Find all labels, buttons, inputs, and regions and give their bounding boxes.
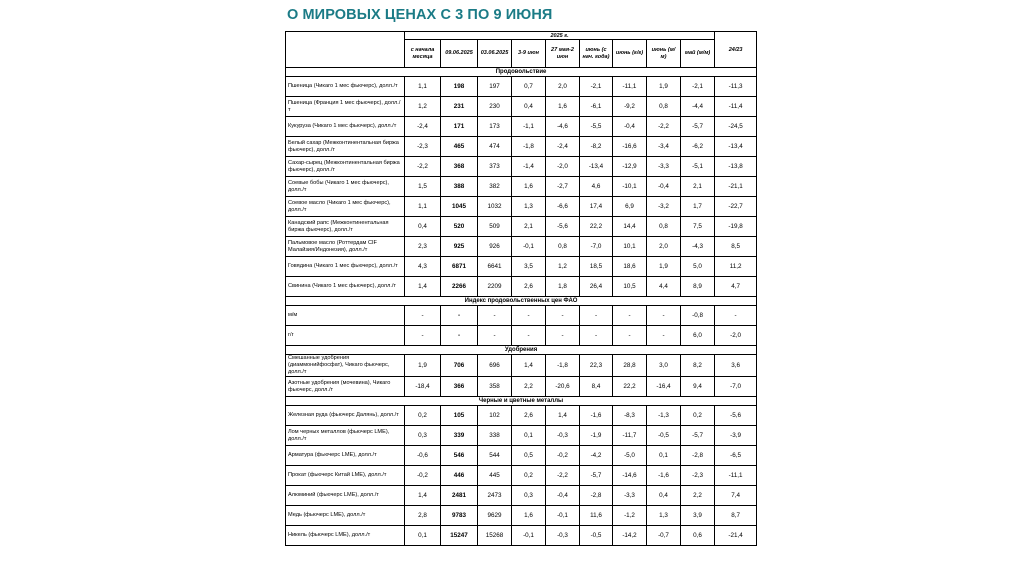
table-cell: 544 bbox=[478, 446, 512, 466]
table-cell: -21,1 bbox=[715, 177, 757, 197]
year-group-header: 2025 г. bbox=[405, 32, 715, 40]
table-cell: 339 bbox=[441, 426, 478, 446]
table-cell: 520 bbox=[441, 217, 478, 237]
table-cell: 0,8 bbox=[647, 97, 681, 117]
corner-cell bbox=[286, 32, 405, 68]
table-cell: 1,2 bbox=[546, 257, 580, 277]
table-cell: 0,7 bbox=[512, 77, 546, 97]
section-header-row bbox=[286, 346, 757, 355]
table-cell: 8,9 bbox=[681, 277, 715, 297]
table-cell: 1,6 bbox=[512, 177, 546, 197]
table-cell: -5,0 bbox=[613, 446, 647, 466]
table-cell: 2209 bbox=[478, 277, 512, 297]
table-cell: 446 bbox=[441, 466, 478, 486]
table-cell: -0,3 bbox=[546, 426, 580, 446]
table-cell: 546 bbox=[441, 446, 478, 466]
table-cell: 10,5 bbox=[613, 277, 647, 297]
table-cell: -5,7 bbox=[580, 466, 613, 486]
table-cell: - bbox=[478, 306, 512, 326]
table-cell: -2,2 bbox=[405, 157, 441, 177]
table-cell: 171 bbox=[441, 117, 478, 137]
table-cell: 173 bbox=[478, 117, 512, 137]
table-cell: 9,4 bbox=[681, 377, 715, 397]
table-cell: -22,7 bbox=[715, 197, 757, 217]
table-cell: -20,6 bbox=[546, 377, 580, 397]
table-cell: -2,4 bbox=[546, 137, 580, 157]
table-cell: 368 bbox=[441, 157, 478, 177]
table-cell: 2,2 bbox=[512, 377, 546, 397]
table-cell: -1,8 bbox=[512, 137, 546, 157]
column-header: 27 мая-2 июн bbox=[546, 40, 580, 68]
row-label: Алюминий (фьючерс LME), долл./т bbox=[286, 486, 405, 506]
table-cell: - bbox=[512, 326, 546, 346]
table-cell: 9783 bbox=[441, 506, 478, 526]
table-cell: 4,4 bbox=[647, 277, 681, 297]
column-header: май (м/м) bbox=[681, 40, 715, 68]
table-cell: -2,7 bbox=[546, 177, 580, 197]
row-label: Арматура (фьючерс LME), долл./т bbox=[286, 446, 405, 466]
table-row bbox=[286, 217, 757, 237]
table-body bbox=[286, 68, 757, 546]
table-cell: 382 bbox=[478, 177, 512, 197]
row-label: Белый сахар (Межконтинентальная биржа фьючерс), долл./т bbox=[286, 137, 405, 157]
table-cell: -2,8 bbox=[580, 486, 613, 506]
row-label: Медь (фьючерс LME), долл./т bbox=[286, 506, 405, 526]
row-label: Пшеница (Франция 1 мес фьючерс), долл./т bbox=[286, 97, 405, 117]
section-header-row bbox=[286, 68, 757, 77]
table-cell: -11,1 bbox=[715, 466, 757, 486]
table-cell: 4,6 bbox=[580, 177, 613, 197]
row-label: г/г bbox=[286, 326, 405, 346]
table-cell: 6,0 bbox=[681, 326, 715, 346]
section-title: Продовольствие bbox=[286, 68, 757, 77]
table-row bbox=[286, 466, 757, 486]
table-row bbox=[286, 237, 757, 257]
table-cell: - bbox=[546, 306, 580, 326]
table-row bbox=[286, 326, 757, 346]
table-cell: -2,0 bbox=[546, 157, 580, 177]
table-cell: 445 bbox=[478, 466, 512, 486]
table-cell: 11,2 bbox=[715, 257, 757, 277]
table-cell: - bbox=[580, 326, 613, 346]
table-cell: -11,4 bbox=[715, 97, 757, 117]
section-header-row bbox=[286, 397, 757, 406]
table-cell: -16,6 bbox=[613, 137, 647, 157]
table-cell: -5,6 bbox=[715, 406, 757, 426]
table-cell: 2,6 bbox=[512, 406, 546, 426]
table-cell: 2,8 bbox=[405, 506, 441, 526]
price-table bbox=[285, 31, 757, 546]
row-label: Пшеница (Чикаго 1 мес фьючерс), долл./т bbox=[286, 77, 405, 97]
row-label: Железная руда (фьючерс Далянь), долл./т bbox=[286, 406, 405, 426]
table-cell: - bbox=[478, 326, 512, 346]
table-row bbox=[286, 117, 757, 137]
table-cell: 373 bbox=[478, 157, 512, 177]
table-cell: -0,7 bbox=[647, 526, 681, 546]
table-cell: 231 bbox=[441, 97, 478, 117]
table-cell: -14,2 bbox=[613, 526, 647, 546]
table-cell: -19,8 bbox=[715, 217, 757, 237]
section-title: Черные и цветные металлы bbox=[286, 397, 757, 406]
table-cell: 198 bbox=[441, 77, 478, 97]
table-cell: 28,8 bbox=[613, 355, 647, 377]
table-cell: -7,0 bbox=[580, 237, 613, 257]
table-cell: 15268 bbox=[478, 526, 512, 546]
table-cell: 2,0 bbox=[647, 237, 681, 257]
table-cell: -21,4 bbox=[715, 526, 757, 546]
row-label: Соевое масло (Чикаго 1 мес фьючерс), долл./т bbox=[286, 197, 405, 217]
table-cell: -8,2 bbox=[580, 137, 613, 157]
table-row bbox=[286, 257, 757, 277]
table-cell: -11,7 bbox=[613, 426, 647, 446]
table-row bbox=[286, 406, 757, 426]
table-cell: -2,3 bbox=[681, 466, 715, 486]
table-cell: 2,1 bbox=[512, 217, 546, 237]
table-cell: 925 bbox=[441, 237, 478, 257]
table-cell: 1,6 bbox=[512, 506, 546, 526]
page-title: О МИРОВЫХ ЦЕНАХ С 3 ПО 9 ИЮНЯ bbox=[287, 7, 553, 23]
table-cell: -16,4 bbox=[647, 377, 681, 397]
table-cell: -0,2 bbox=[405, 466, 441, 486]
table-cell: 6641 bbox=[478, 257, 512, 277]
table-cell: 102 bbox=[478, 406, 512, 426]
table-cell: -12,9 bbox=[613, 157, 647, 177]
table-cell: 14,4 bbox=[613, 217, 647, 237]
table-row bbox=[286, 486, 757, 506]
table-cell: - bbox=[405, 306, 441, 326]
table-cell: -0,8 bbox=[681, 306, 715, 326]
table-cell: -0,4 bbox=[647, 177, 681, 197]
table-cell: -2,2 bbox=[647, 117, 681, 137]
table-cell: -4,6 bbox=[546, 117, 580, 137]
table-row bbox=[286, 177, 757, 197]
table-cell: -1,6 bbox=[647, 466, 681, 486]
table-cell: 366 bbox=[441, 377, 478, 397]
table-cell: -2,1 bbox=[681, 77, 715, 97]
table-cell: -2,3 bbox=[405, 137, 441, 157]
section-header-row bbox=[286, 297, 757, 306]
row-label: Смешанные удобрения (диаммонийфосфат), Чикаго фьючерс, долл./т bbox=[286, 355, 405, 377]
table-cell: -5,7 bbox=[681, 426, 715, 446]
column-header: июнь (м/м) bbox=[647, 40, 681, 68]
table-cell: 3,5 bbox=[512, 257, 546, 277]
table-cell: -4,4 bbox=[681, 97, 715, 117]
table-cell: 1045 bbox=[441, 197, 478, 217]
table-cell: 15247 bbox=[441, 526, 478, 546]
table-cell: -5,1 bbox=[681, 157, 715, 177]
table-cell: -9,2 bbox=[613, 97, 647, 117]
table-cell: 0,2 bbox=[681, 406, 715, 426]
table-cell: 2,6 bbox=[512, 277, 546, 297]
table-cell: 2,2 bbox=[681, 486, 715, 506]
table-cell: 1,9 bbox=[647, 77, 681, 97]
table-cell: 3,6 bbox=[715, 355, 757, 377]
row-label: Никель (фьючерс LME), долл./т bbox=[286, 526, 405, 546]
table-cell: 338 bbox=[478, 426, 512, 446]
table-cell: -2,0 bbox=[715, 326, 757, 346]
column-header: 3-9 июн bbox=[512, 40, 546, 68]
table-cell: 358 bbox=[478, 377, 512, 397]
table-cell: 0,4 bbox=[512, 97, 546, 117]
table-cell: - bbox=[580, 306, 613, 326]
table-cell: 6871 bbox=[441, 257, 478, 277]
table-cell: -13,8 bbox=[715, 157, 757, 177]
table-cell: -24,5 bbox=[715, 117, 757, 137]
table-cell: 2,3 bbox=[405, 237, 441, 257]
table-cell: 5,0 bbox=[681, 257, 715, 277]
table-cell: -13,4 bbox=[715, 137, 757, 157]
table-row bbox=[286, 526, 757, 546]
table-cell: 0,1 bbox=[405, 526, 441, 546]
table-cell: 0,8 bbox=[546, 237, 580, 257]
table-cell: - bbox=[405, 326, 441, 346]
table-cell: 9629 bbox=[478, 506, 512, 526]
table-cell: -2,1 bbox=[580, 77, 613, 97]
table-cell: 2,1 bbox=[681, 177, 715, 197]
table-cell: 706 bbox=[441, 355, 478, 377]
table-cell: 1,7 bbox=[681, 197, 715, 217]
table-cell: 1,2 bbox=[405, 97, 441, 117]
table-cell: -5,7 bbox=[681, 117, 715, 137]
table-cell: 1,4 bbox=[546, 406, 580, 426]
table-cell: 8,4 bbox=[580, 377, 613, 397]
table-cell: 0,2 bbox=[512, 466, 546, 486]
table-cell: -0,1 bbox=[512, 237, 546, 257]
table-cell: 0,8 bbox=[647, 217, 681, 237]
table-cell: 4,7 bbox=[715, 277, 757, 297]
table-cell: 1,3 bbox=[647, 506, 681, 526]
table-cell: - bbox=[613, 326, 647, 346]
table-cell: 1,3 bbox=[512, 197, 546, 217]
table-cell: -0,6 bbox=[405, 446, 441, 466]
table-cell: 18,5 bbox=[580, 257, 613, 277]
row-label: Свинина (Чикаго 1 мес фьючерс), долл./т bbox=[286, 277, 405, 297]
column-header: 24/23 bbox=[715, 32, 757, 68]
column-header: с начала месяца bbox=[405, 40, 441, 68]
table-cell: 3,0 bbox=[647, 355, 681, 377]
table-cell: 1,4 bbox=[405, 486, 441, 506]
table-cell: -6,6 bbox=[546, 197, 580, 217]
table-cell: 2481 bbox=[441, 486, 478, 506]
table-cell: 11,6 bbox=[580, 506, 613, 526]
table-cell: -8,3 bbox=[613, 406, 647, 426]
table-row bbox=[286, 446, 757, 466]
row-label: Лом черных металлов (фьючерс LME), долл./т bbox=[286, 426, 405, 446]
section-title: Удобрения bbox=[286, 346, 757, 355]
table-cell: - bbox=[512, 306, 546, 326]
table-cell: -0,4 bbox=[613, 117, 647, 137]
row-label: Соевые бобы (Чикаго 1 мес фьючерс), долл./т bbox=[286, 177, 405, 197]
table-cell: -14,6 bbox=[613, 466, 647, 486]
table-cell: -5,5 bbox=[580, 117, 613, 137]
row-label: м/м bbox=[286, 306, 405, 326]
table-cell: 0,2 bbox=[405, 406, 441, 426]
row-label: Канадский рапс (Межконтинентальная биржа фьючерс), долл./т bbox=[286, 217, 405, 237]
table-cell: -6,1 bbox=[580, 97, 613, 117]
table-cell: 230 bbox=[478, 97, 512, 117]
column-header: июнь (г/г) bbox=[613, 40, 647, 68]
table-cell: 465 bbox=[441, 137, 478, 157]
table-cell: 1,1 bbox=[405, 77, 441, 97]
table-cell: 22,3 bbox=[580, 355, 613, 377]
table-cell: 1032 bbox=[478, 197, 512, 217]
table-cell: 18,6 bbox=[613, 257, 647, 277]
table-cell: -3,9 bbox=[715, 426, 757, 446]
table-cell: -13,4 bbox=[580, 157, 613, 177]
table-cell: 3,9 bbox=[681, 506, 715, 526]
table-row bbox=[286, 377, 757, 397]
table-cell: 1,1 bbox=[405, 197, 441, 217]
table-cell: 1,5 bbox=[405, 177, 441, 197]
table-cell: -0,2 bbox=[546, 446, 580, 466]
table-cell: -0,1 bbox=[512, 526, 546, 546]
table-cell: 7,4 bbox=[715, 486, 757, 506]
table-cell: 1,6 bbox=[546, 97, 580, 117]
table-cell: 1,9 bbox=[647, 257, 681, 277]
table-cell: - bbox=[647, 306, 681, 326]
table-cell: -0,4 bbox=[546, 486, 580, 506]
table-cell: -1,9 bbox=[580, 426, 613, 446]
table-cell: 696 bbox=[478, 355, 512, 377]
table-cell: -3,3 bbox=[647, 157, 681, 177]
table-cell: -4,2 bbox=[580, 446, 613, 466]
table-cell: - bbox=[546, 326, 580, 346]
column-header: 03.06.2025 bbox=[478, 40, 512, 68]
table-cell: - bbox=[647, 326, 681, 346]
table-cell: 0,4 bbox=[405, 217, 441, 237]
table-cell: -11,1 bbox=[613, 77, 647, 97]
table-cell: -2,2 bbox=[546, 466, 580, 486]
table-cell: 4,3 bbox=[405, 257, 441, 277]
table-cell: 0,4 bbox=[647, 486, 681, 506]
table-cell: -2,8 bbox=[681, 446, 715, 466]
table-cell: -18,4 bbox=[405, 377, 441, 397]
table-cell: 1,4 bbox=[512, 355, 546, 377]
table-cell: 0,3 bbox=[405, 426, 441, 446]
table-cell: -1,2 bbox=[613, 506, 647, 526]
table-cell: 10,1 bbox=[613, 237, 647, 257]
table-row bbox=[286, 197, 757, 217]
table-row bbox=[286, 506, 757, 526]
table-cell: 17,4 bbox=[580, 197, 613, 217]
year-header-row bbox=[286, 32, 757, 40]
table-cell: -6,2 bbox=[681, 137, 715, 157]
table-cell: 1,8 bbox=[546, 277, 580, 297]
table-cell: 0,1 bbox=[647, 446, 681, 466]
table-cell: 7,5 bbox=[681, 217, 715, 237]
table-cell: 0,6 bbox=[681, 526, 715, 546]
table-cell: 0,5 bbox=[512, 446, 546, 466]
table-cell: 105 bbox=[441, 406, 478, 426]
column-header: июнь (с нач. года) bbox=[580, 40, 613, 68]
table-cell: - bbox=[715, 306, 757, 326]
table-cell: -1,8 bbox=[546, 355, 580, 377]
table-row bbox=[286, 97, 757, 117]
row-label: Говядина (Чикаго 1 мес фьючерс), долл./т bbox=[286, 257, 405, 277]
table-cell: -0,5 bbox=[647, 426, 681, 446]
table-cell: -1,4 bbox=[512, 157, 546, 177]
table-cell: 0,3 bbox=[512, 486, 546, 506]
table-cell: -0,1 bbox=[546, 506, 580, 526]
table-cell: -6,5 bbox=[715, 446, 757, 466]
table-cell: -1,1 bbox=[512, 117, 546, 137]
row-label: Прокат (фьючерс Китай LME), долл./т bbox=[286, 466, 405, 486]
table-cell: 2266 bbox=[441, 277, 478, 297]
table-row bbox=[286, 277, 757, 297]
table-cell: 22,2 bbox=[613, 377, 647, 397]
table-cell: 474 bbox=[478, 137, 512, 157]
table-cell: - bbox=[441, 306, 478, 326]
table-cell: -2,4 bbox=[405, 117, 441, 137]
table-cell: -3,3 bbox=[613, 486, 647, 506]
table-cell: -3,4 bbox=[647, 137, 681, 157]
table-cell: 8,2 bbox=[681, 355, 715, 377]
table-cell: - bbox=[613, 306, 647, 326]
column-header: 09.06.2025 bbox=[441, 40, 478, 68]
table-cell: 509 bbox=[478, 217, 512, 237]
table-cell: 388 bbox=[441, 177, 478, 197]
table-cell: 1,4 bbox=[405, 277, 441, 297]
row-label: Сахар-сырец (Межконтинентальная биржа фьючерс), долл./т bbox=[286, 157, 405, 177]
table-cell: 6,9 bbox=[613, 197, 647, 217]
table-cell: -5,6 bbox=[546, 217, 580, 237]
table-row bbox=[286, 355, 757, 377]
table-cell: -1,6 bbox=[580, 406, 613, 426]
table-cell: 926 bbox=[478, 237, 512, 257]
section-title: Индекс продовольственных цен ФАО bbox=[286, 297, 757, 306]
table-row bbox=[286, 426, 757, 446]
table-cell: 26,4 bbox=[580, 277, 613, 297]
table-cell: - bbox=[441, 326, 478, 346]
row-label: Азотные удобрения (мочевина), Чикаго фьючерс, долл./т bbox=[286, 377, 405, 397]
table-row bbox=[286, 306, 757, 326]
table-cell: 8,7 bbox=[715, 506, 757, 526]
table-cell: 22,2 bbox=[580, 217, 613, 237]
row-label: Кукуруза (Чикаго 1 мес фьючерс), долл./т bbox=[286, 117, 405, 137]
table-cell: -4,3 bbox=[681, 237, 715, 257]
table-cell: -11,3 bbox=[715, 77, 757, 97]
table-cell: 2473 bbox=[478, 486, 512, 506]
table-cell: -0,3 bbox=[546, 526, 580, 546]
table-cell: 1,9 bbox=[405, 355, 441, 377]
table-cell: -10,1 bbox=[613, 177, 647, 197]
table-cell: 0,1 bbox=[512, 426, 546, 446]
table-row bbox=[286, 157, 757, 177]
table-row bbox=[286, 77, 757, 97]
table-cell: 8,5 bbox=[715, 237, 757, 257]
table-cell: 197 bbox=[478, 77, 512, 97]
table-row bbox=[286, 137, 757, 157]
table-cell: -1,3 bbox=[647, 406, 681, 426]
table-cell: 2,0 bbox=[546, 77, 580, 97]
table-cell: -3,2 bbox=[647, 197, 681, 217]
table-cell: -0,5 bbox=[580, 526, 613, 546]
row-label: Пальмовое масло (Роттердам CIF Малайзия/Индонезия), долл./т bbox=[286, 237, 405, 257]
table-cell: -7,0 bbox=[715, 377, 757, 397]
